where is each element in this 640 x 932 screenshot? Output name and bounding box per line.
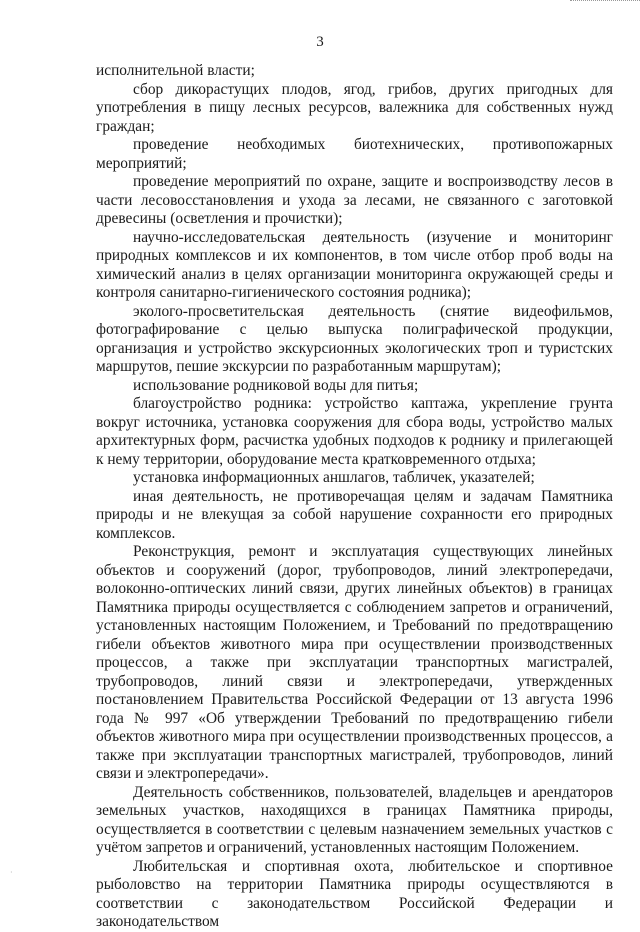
paragraph: исполнительной власти; [96,62,255,79]
paragraph: сбор дикорастущих плодов, ягод, грибов, других пригодных для употребления в пищу лесных ресурсов, валежника для собственных нужд граждан; [96,80,613,135]
paragraph: Деятельность собственников, пользователей, владельцев и арендаторов земельных участков, находящихся в границах Памятника природы, осуществляется в соответствии с целевым назначением земельных участков с учётом запретов и ограничений, установленных настоящим Положением. [96,783,613,856]
page-number: 3 [316,34,324,50]
paragraph: установка информационных аншлагов, табличек, указателей; [133,469,535,486]
paragraph: благоустройство родника: устройство каптажа, укрепление грунта вокруг источника, установка сооружения для сбора воды, устройство малых архитектурных форм, расчистка удобных подходов к роднику и прилегающей к нему территории, оборудование места кратковременного отдыха; [96,395,613,468]
document-body [96,62,613,932]
paragraph: проведение мероприятий по охране, защите и воспроизводству лесов в части лесовосстановления и ухода за лесами, не связанного с заготовкой древесины (осветления и прочистки); [96,173,613,227]
paragraph: эколого-просветительская деятельность (снятие видеофильмов, фотографирование с целью выпуска полиграфической продукции, организация и устройство экскурсионных экологических троп и туристских маршрутов, пешие экскурсии по разработанным маршрутам); [96,302,613,375]
top-edge-rule [570,0,640,2]
paragraph: использование родниковой воды для питья; [133,376,419,394]
margin-mark: · [10,868,13,877]
paragraph: Любительская и спортивная охота, любительское и спортивное рыболовство на территории Памятника природы осуществляются в соответствии с законодательством Российской Федерации и законодательством [96,857,613,930]
paragraph: научно-исследовательская деятельность (изучение и мониторинг природных комплексов и их компонентов, в том числе отбор проб воды на химический анализ в целях организации мониторинга окружающей среды и контроля санитарно-гигиенического состояния родника); [96,228,613,301]
paragraph: иная деятельность, не противоречащая целям и задачам Памятника природы и не влекущая за собой нарушение сохранности его природных комплексов. [96,487,613,542]
paragraph: проведение необходимых биотехнических, противопожарных мероприятий; [96,136,613,172]
paragraph: Реконструкция, ремонт и эксплуатация существующих линейных объектов и сооружений (дорог, трубопроводов, линий электропередачи, волоконно-оптических линий связи, других линейных объектов) в границах Памятника природы осуществляется с соблюдением запретов и ограничений, установленных настоящим Положением, и Требований по предотвращению гибели объектов животного мира при осуществлении производственных процессов, а также при эксплуатации транспортных магистралей, трубопроводов, линий связи и электропередачи, утвержденных постановлением Правительства Российской Федерации от 13 августа 1996 года № 997 «Об утверждении Требований по предотвращению гибели объектов животного мира при осуществлении производственных процессов, а также при эксплуатации транспортных магистралей, трубопроводов, линий связи и электропередачи». [96,543,613,782]
